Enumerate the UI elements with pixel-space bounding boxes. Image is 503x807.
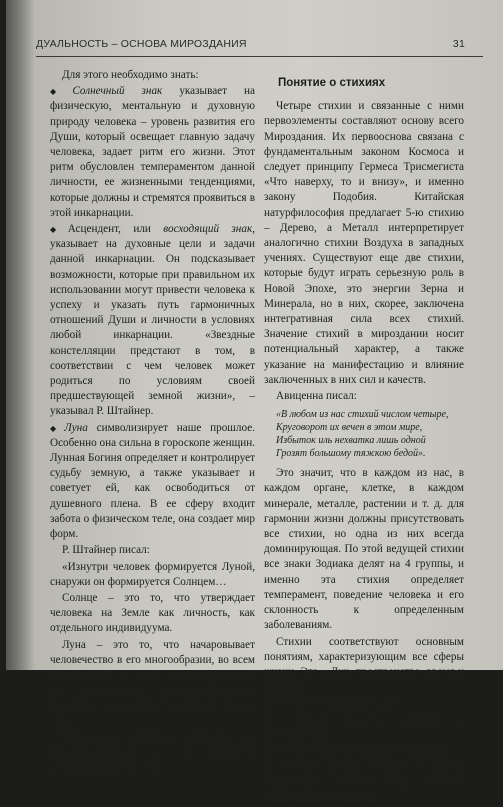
right-column <box>264 68 464 807</box>
section-heading: Понятие о стихиях <box>278 77 386 89</box>
running-header <box>36 38 487 54</box>
elements-paragraph-3: Стихии соответствуют основным понятиям, характеризующим все сферы жизни. Это – Дух, пространство, время и материя. <box>264 635 464 694</box>
book-page <box>6 0 503 804</box>
diamond-bullet-icon: ◆ <box>264 699 271 709</box>
moon-paragraph <box>50 421 255 543</box>
element-item-text: Стихия Земли (Притхиви) – материя. <box>272 744 449 757</box>
ascendant-lead: Асцендент, или <box>67 223 164 236</box>
page-number: 31 <box>452 38 465 50</box>
diamond-bullet-icon: ◆ <box>50 225 66 235</box>
elements-paragraph-1: Четыре стихии и связанные с ними первоэлементы составляют основу всего Мироздания. Их первооснова связана с фундаментальным законом Космоса и следует принципу Гермеса Трисмегиста «Что наверху, то и внизу», и именно закону Подобия. Китайская натурфилософия предлагает 5-ю стихию – Дерево, а Металл интерпретирует аналогично стихии Воздуха в западных учениях. Существуют еще две стихии, которые будут играть серьезную роль в Новой Эпохе, это энергии Зерна и Минерала, но в них, скорее, заключена интегративная сила всех стихий. Значение стихий в мироздании носит потенциальный характер, а также указание на манифестацию и влияние заключенных в них сил и качеств. <box>264 100 464 386</box>
sun-sign-paragraph <box>50 84 255 221</box>
steiner-intro: Р. Штайнер писал: <box>62 544 150 557</box>
running-title: ДУАЛЬНОСТЬ – ОСНОВА МИРОЗДАНИЯ <box>36 38 247 50</box>
avicenna-intro: Авиценна писал: <box>276 390 357 403</box>
moon-term: Луна <box>64 421 88 434</box>
diamond-bullet-icon: ◆ <box>264 763 282 773</box>
ascendant-text: , указывает на духовные цели и задачи данной инкарнации. Он подсказывает возможности, которые при правильном их использовании могут привести человека к успеху и указать путь гармоничных отношений Души и личности в условиях любой инкарнации. «Звездные констелляции предстают в том, в соответствии с чем человек может родиться по условиям своей предшествующей земной жизни», – указывал Р. Штайнер. <box>50 223 255 418</box>
sun-sign-term: Солнечный знак <box>72 85 163 98</box>
diamond-bullet-icon: ◆ <box>50 87 71 97</box>
element-item-earth <box>264 744 464 759</box>
diamond-bullet-icon: ◆ <box>50 423 63 433</box>
element-item-air <box>264 713 464 743</box>
closing-paragraph: Человек как отдельное существо, как индивидуальность – это результат действия солнечных сил». <box>50 730 255 774</box>
poem-line: Грозят большому тяжкою бедой». <box>276 448 426 460</box>
avicenna-poem <box>276 408 464 460</box>
steiner-quote: «Изнутри человек формируется Луной, снаружи он формируется Солнцем… <box>50 560 255 588</box>
ascendant-term: восходящий знак <box>163 223 253 236</box>
element-item-text: Стихия Воздуха (Вайю) – пространство. <box>264 713 464 741</box>
element-item-fire <box>264 696 464 711</box>
moon-quote-paragraph: Луна – это то, что начаровывает человечество в его многообразии, во всем его развитии на Земле. Человеческий род как физическая последовательность поколений – результат действия лунных сил. <box>50 638 255 727</box>
header-rule <box>36 56 483 57</box>
element-item-text: Стихия Воды (Апас) – время (выражение «много воды утекло» символизирует время). <box>264 761 464 804</box>
sun-sign-text: указывает на физическую, ментальную и духовную природу человека – уровень развития его Души, который освещает главную задачу человека, задает ритм его жизни. Этот ритм обусловлен темпераментом данной личности, ее жизненными тенденциями, которые должны и стремятся проявиться в этой инкарнации. <box>50 85 255 219</box>
ascendant-paragraph <box>50 222 255 420</box>
element-item-water <box>264 760 464 806</box>
poem-line: «В любом из нас стихий числом четыре, <box>276 409 449 421</box>
diamond-bullet-icon: ◆ <box>264 746 271 756</box>
diamond-bullet-icon: ◆ <box>264 715 288 725</box>
left-column <box>50 68 255 776</box>
sun-quote-paragraph: Солнце – это то, что утверждает человека на Земле как личность, как отдельного индивидуума. <box>50 591 255 635</box>
poem-line: Избыток иль нехватка лишь одной <box>276 435 426 447</box>
elements-paragraph-2: Это значит, что в каждом из нас, в каждом органе, клетке, в каждом минерале, металле, растении и т. д. для гармонии жизни должны присутствовать все стихии, но одна из них всегда доминирующая. По этой ведущей стихии все знаки Зодиака делят на 4 группы, и именно эта стихия определяет темперамент, поведение человека и его склонность к определенным заболеваниям. <box>264 467 464 632</box>
intro-paragraph: Для этого необходимо знать: <box>62 69 199 81</box>
poem-line: Круговорот их вечен в этом мире, <box>276 422 423 434</box>
element-item-text: Стихия Огня (Агни) – Дух. <box>272 697 402 710</box>
moon-text: символизирует наше прошлое. Особенно она сильна в гороскопе женщин. Лунная Богиня определяет и контролирует судьбу земную, а также указывает и советует ей, как освободиться от душевного плена. В ее сферу входит забота о физическом теле, она создает мир форм. <box>50 421 255 541</box>
